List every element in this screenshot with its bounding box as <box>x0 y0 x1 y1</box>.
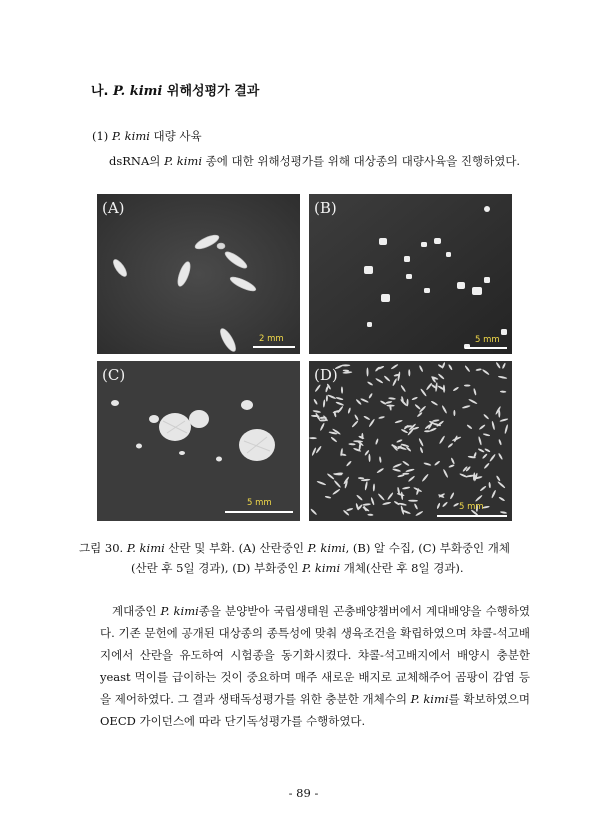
paragraph-rearing <box>100 600 530 732</box>
subsection-number: (1) <box>92 129 112 143</box>
paragraph-rearing-part1: 계대중인 <box>112 604 161 618</box>
panel-b-scale-bar <box>465 347 507 349</box>
figure-panel-c <box>97 361 300 521</box>
heading-suffix: 위해성평가 결과 <box>162 84 260 99</box>
panel-b-scale-label: 5 mm <box>475 335 500 345</box>
heading-prefix: 나. <box>91 84 114 99</box>
panel-a-scale-label: 2 mm <box>259 334 284 344</box>
panel-c-scale-bar <box>225 511 293 513</box>
panel-d-scale-label: 5 mm <box>459 502 484 512</box>
figure-caption-line2 <box>131 560 464 576</box>
panel-a-photo <box>97 194 300 354</box>
subsection-species: P. kimi <box>111 129 150 143</box>
figure-panel-d <box>309 361 512 521</box>
panel-a-label: (A) <box>102 199 125 217</box>
page-number: - 89 - <box>288 786 319 800</box>
figure-caption-line1 <box>79 540 510 556</box>
panel-d-label: (D) <box>314 366 338 384</box>
panel-c-photo <box>97 361 300 521</box>
caption-species: P. kimi <box>307 541 346 555</box>
figure-30 <box>97 194 515 524</box>
paragraph-intro-part2: 종에 대한 위해성평가를 위해 대상종의 대량사육을 진행하였다. <box>202 154 521 168</box>
heading-species: P. kimi <box>113 84 163 99</box>
caption-text: 산란 및 부화. (A) 산란중인 <box>164 541 308 555</box>
caption-species: P. kimi <box>126 541 165 555</box>
figure-panel-b <box>309 194 512 354</box>
paragraph-rearing-part2: 종을 분양받아 국립생태원 곤충배양챔버에서 계대배양을 수행하였다. 기존 문헌에 공개된 대상종의 종특성에 맞춰 생육조건을 확립하였으며 챠콜-석고배지에서 산란을 유도하여 시험종을 동기화시켰다. 챠콜-석고배지에서 배양시 충분한 yeast 먹이를 급이하는 것이 중요하며 매주 새로운 배지로 교체해주어 곰팡이 감염 등을 제어하였다. 그 결과 생태독성평가를 위한 충분한 개체수의 <box>100 604 530 706</box>
larva-speck <box>464 385 471 387</box>
caption-text: (산란 후 5일 경과), (D) 부화중인 <box>131 561 303 575</box>
paragraph-rearing-species: P. kimi <box>410 692 449 706</box>
paragraph-rearing-part3: 를 확보하였으며 OECD 가이던스에 따라 단기독성평가를 수행하였다. <box>100 692 530 728</box>
caption-text: , (B) 알 수집, (C) 부화중인 개체 <box>345 541 511 555</box>
paragraph-intro-part1: dsRNA의 <box>109 154 165 168</box>
panel-a-scale-bar <box>253 346 295 348</box>
paragraph-rearing-species: P. kimi <box>160 604 199 618</box>
panel-c-scale-label: 5 mm <box>247 498 272 508</box>
paragraph-intro <box>100 150 530 172</box>
subsection-heading <box>92 128 202 144</box>
panel-b-photo <box>309 194 512 354</box>
panel-d-scale-bar <box>437 515 507 517</box>
figure-panel-a <box>97 194 300 354</box>
caption-species: P. kimi <box>302 561 341 575</box>
subsection-suffix: 대량 사육 <box>149 129 202 143</box>
paragraph-intro-species: P. kimi <box>164 154 203 168</box>
caption-text: 개체(산란 후 8일 경과). <box>340 561 464 575</box>
caption-prefix: 그림 30. <box>79 541 127 555</box>
panel-c-label: (C) <box>102 366 126 384</box>
panel-b-label: (B) <box>314 199 337 217</box>
panel-d-photo <box>309 361 512 521</box>
section-heading <box>91 80 259 99</box>
